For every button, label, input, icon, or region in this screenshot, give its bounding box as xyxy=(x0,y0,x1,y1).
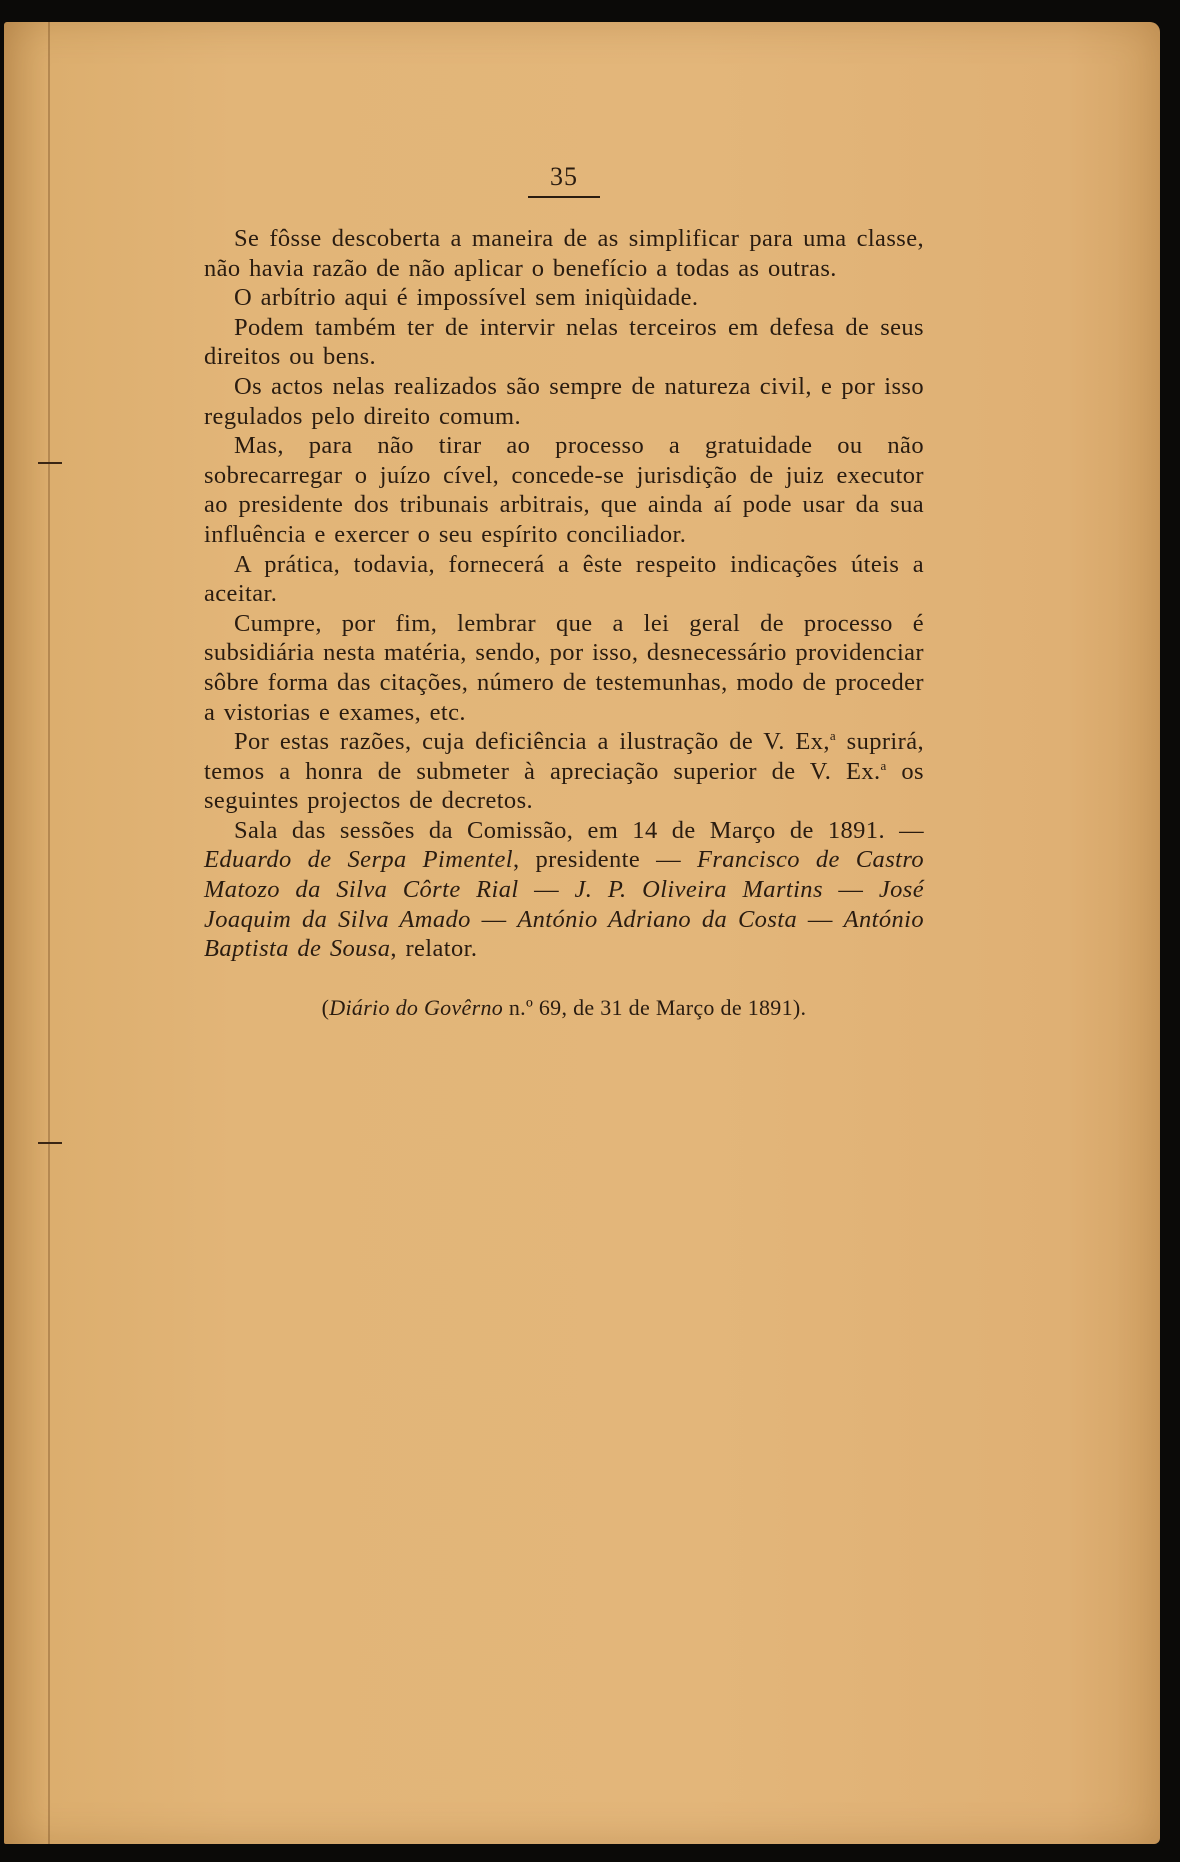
superscript: a xyxy=(880,757,887,773)
paragraph: Mas, para não tirar ao processo a gratuidade ou não sobrecarregar o juízo cível, concede-se jurisdição de juiz executor ao presidente dos tribunais arbitrais, que ainda aí pode usar da sua influência e exercer o seu espírito conciliador. xyxy=(204,432,924,548)
margin-mark xyxy=(38,462,62,464)
paragraph: Cumpre, por fim, lembrar que a lei geral de processo é subsidiária nesta matéria, sendo, por isso, desnecessário providenciar sôbre forma das citações, número de testemunhas, modo de proceder a vistorias e exames, etc. xyxy=(204,609,924,726)
closing-text: suprirá, temos a honra de submeter à apreciação superior de V. Ex. xyxy=(204,728,924,785)
publication-title: Diário do Govêrno xyxy=(329,994,504,1020)
signatory-name: António Adriano da Costa xyxy=(517,905,798,933)
closing-text: os seguintes projectos de decretos. xyxy=(204,757,924,815)
separator: — xyxy=(797,905,844,933)
paragraph: O arbítrio aqui é impossível sem iniqùidade. xyxy=(234,284,699,312)
signatory-role: , presidente — xyxy=(512,846,697,874)
paragraph: Os actos nelas realizados são sempre de natureza civil, e por isso regulados pelo direito comum. xyxy=(204,372,924,430)
book-page xyxy=(4,22,1160,1844)
signatory-name: Eduardo de Serpa Pimentel xyxy=(204,846,513,874)
superscript: a xyxy=(829,727,837,743)
signature-paragraph xyxy=(204,816,924,964)
signatory-name: J. P. Oliveira Martins xyxy=(574,876,823,904)
signatory-name: António Baptista de Sousa xyxy=(204,905,924,963)
margin-mark xyxy=(38,1142,62,1144)
citation-open: ( xyxy=(321,994,330,1020)
signatory-name: Francisco de Castro Matozo da Silva Côrte Rial xyxy=(204,846,925,904)
separator: — xyxy=(470,905,518,933)
page-number: 35 xyxy=(550,162,578,191)
paragraph: A prática, todavia, fornecerá a êste respeito indicações úteis a aceitar. xyxy=(204,550,924,608)
paragraph: Se fôsse descoberta a maneira de as simplificar para uma classe, não havia razão de não aplicar o benefício a todas as outras. xyxy=(204,225,924,282)
citation-details: n.º 69, de 31 de Março de 1891). xyxy=(503,994,807,1020)
signature-intro: Sala das sessões da Comissão, em 14 de Março de 1891. — xyxy=(234,816,924,844)
binding-fold xyxy=(48,22,50,1844)
header-rule xyxy=(528,196,600,198)
paragraph: Podem também ter de intervir nelas terceiros em defesa de seus direitos ou bens. xyxy=(204,313,924,371)
separator: — xyxy=(822,876,879,904)
closing-paragraph xyxy=(204,727,924,816)
page-content xyxy=(204,162,924,1022)
signatory-name: José Joaquim da Silva Amado xyxy=(204,876,924,933)
closing-text: Por estas razões, cuja deficiência a ilustração de V. Ex, xyxy=(234,728,830,756)
signatory-role: , relator. xyxy=(390,935,478,963)
separator: — xyxy=(518,876,575,904)
source-citation xyxy=(204,994,924,1022)
